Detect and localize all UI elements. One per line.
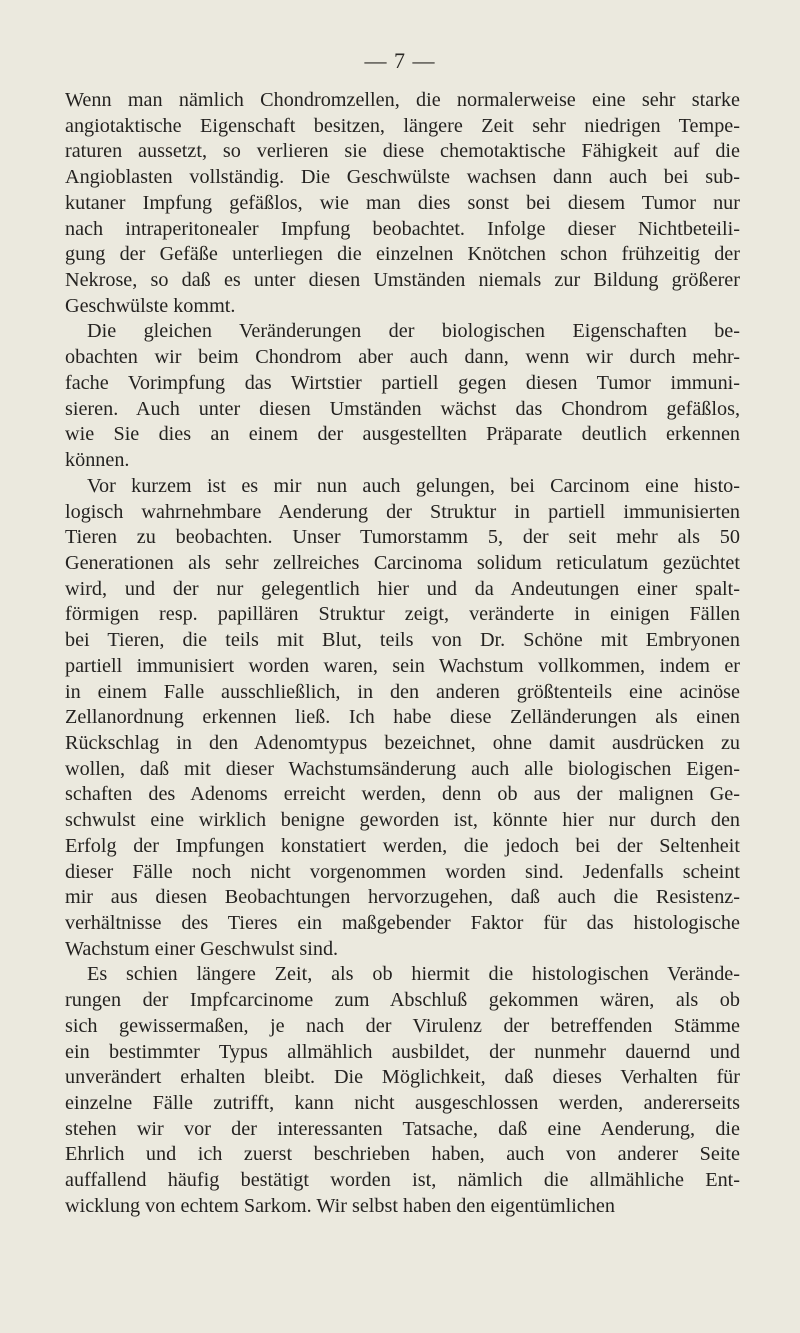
text-line: verhältnisse des Tieres ein maßgebender Faktor für das histologische — [65, 912, 740, 934]
text-line: nach intraperitonealer Impfung beobachtet. Infolge dieser Nichtbeteili- — [65, 217, 740, 240]
text-line: Angioblasten vollständig. Die Geschwülste wachsen dann auch bei sub- — [65, 166, 740, 189]
text-line: wird, und der nur gelegentlich hier und da Andeutungen einer spalt- — [65, 577, 740, 600]
text-line: förmigen resp. papillären Struktur zeigt, veränderte in einigen Fällen — [65, 603, 740, 626]
text-line: Rückschlag in den Adenomtypus bezeichnet, ohne damit ausdrücken zu — [65, 731, 740, 754]
text-line: dieser Fälle noch nicht vorgenommen worden sind. Jedenfalls scheint — [65, 860, 740, 883]
page-number: — 7 — — [364, 48, 436, 73]
text-line: Erfolg der Impfungen konstatiert werden, die jedoch bei der Seltenheit — [65, 834, 740, 857]
text-line: Es schien längere Zeit, als ob hiermit die histologischen Verände- — [87, 963, 740, 986]
text-line: Nekrose, so daß es unter diesen Umständen niemals zur Bildung größerer — [65, 269, 740, 292]
text-line: Tieren zu beobachten. Unser Tumorstamm 5, der seit mehr als 50 — [65, 526, 740, 549]
text-line: Vor kurzem ist es mir nun auch gelungen, bei Carcinom eine histo- — [87, 474, 740, 497]
text-line: gung der Gefäße unterliegen die einzelnen Knötchen schon frühzeitig der — [65, 243, 740, 266]
paragraph — [65, 474, 740, 963]
text-line: ein bestimmter Typus allmählich ausbildet, der nunmehr dauernd und — [65, 1040, 740, 1063]
text-line: raturen aussetzt, so verlieren sie diese chemotaktische Fähigkeit auf die — [65, 140, 740, 163]
text-line: Ehrlich und ich zuerst beschrieben haben, auch von anderer Seite — [65, 1143, 740, 1166]
text-line: Generationen als sehr zellreiches Carcinoma solidum reticulatum gezüchtet — [65, 551, 740, 574]
text-line: können. — [65, 449, 130, 472]
text-line: stehen wir vor der interessanten Tatsache, daß eine Aenderung, die — [65, 1117, 740, 1140]
text-line: schwulst eine wirklich benigne geworden ist, könnte hier nur durch den — [65, 809, 740, 832]
text-line: kutaner Impfung gefäßlos, wie man dies sonst bei diesem Tumor nur — [65, 191, 740, 214]
paragraph — [65, 962, 740, 1219]
text-line: unverändert erhalten bleibt. Die Möglichkeit, daß dieses Verhalten für — [65, 1066, 740, 1089]
text-line: Geschwülste kommt. — [65, 294, 236, 317]
text-line: einzelne Fälle zutrifft, kann nicht ausgeschlossen werden, andererseits — [65, 1092, 740, 1115]
text-line: sieren. Auch unter diesen Umständen wächst das Chondrom gefäßlos, — [65, 397, 740, 420]
text-line: Wenn man nämlich Chondromzellen, die normalerweise eine sehr starke — [65, 89, 740, 111]
text-line: schaften des Adenoms erreicht werden, denn ob aus der malignen Ge- — [65, 783, 740, 806]
text-line: wicklung von echtem Sarkom. Wir selbst haben den eigentümlichen — [65, 1194, 615, 1217]
text-line: Wachstum einer Geschwulst sind. — [65, 937, 339, 960]
text-line: Zellanordnung erkennen ließ. Ich habe diese Zelländerungen als einen — [65, 706, 740, 729]
text-line: auffallend häufig bestätigt worden ist, nämlich die allmähliche Ent- — [65, 1169, 740, 1192]
paragraph — [65, 88, 740, 319]
text-line: sich gewissermaßen, je nach der Virulenz der betreffenden Stämme — [65, 1014, 740, 1037]
text-line: logisch wahrnehmbare Aenderung der Struktur in partiell immunisierten — [65, 500, 740, 523]
text-line: wollen, daß mit dieser Wachstumsänderung auch alle biologischen Eigen- — [65, 757, 740, 780]
text-line: wie Sie dies an einem der ausgestellten Präparate deutlich erkennen — [65, 423, 740, 446]
text-line: in einem Falle ausschließlich, in den anderen größtenteils eine acinöse — [65, 680, 740, 703]
paragraph — [65, 319, 740, 473]
text-line: rungen der Impfcarcinome zum Abschluß gekommen wären, als ob — [65, 989, 740, 1012]
text-line: mir aus diesen Beobachtungen hervorzugehen, daß auch die Resistenz- — [65, 886, 740, 909]
text-line: obachten wir beim Chondrom aber auch dann, wenn wir durch mehr- — [65, 346, 740, 369]
body-text — [65, 88, 740, 1220]
text-line: partiell immunisiert worden waren, sein Wachstum vollkommen, indem er — [65, 654, 740, 677]
text-line: bei Tieren, die teils mit Blut, teils von Dr. Schöne mit Embryonen — [65, 629, 740, 652]
text-line: angiotaktische Eigenschaft besitzen, längere Zeit sehr niedrigen Tempe- — [65, 114, 740, 137]
text-line: fache Vorimpfung das Wirtstier partiell gegen diesen Tumor immuni- — [65, 371, 740, 394]
text-line: Die gleichen Veränderungen der biologischen Eigenschaften be- — [87, 320, 740, 343]
